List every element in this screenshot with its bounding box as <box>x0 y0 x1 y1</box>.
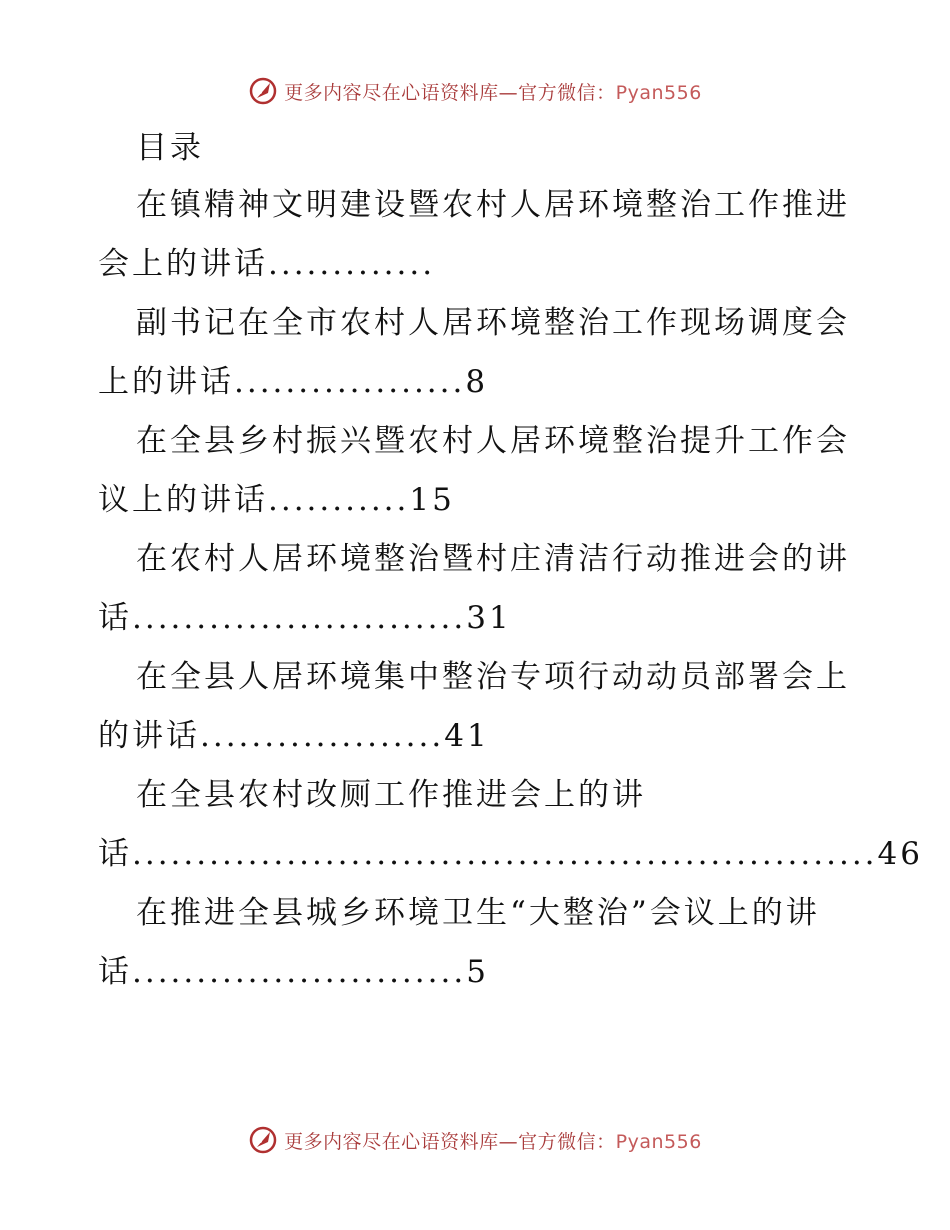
toc-entry-title: 在全县乡村振兴暨农村人居环境整治提升工作会议上的讲话 <box>98 423 850 518</box>
toc-entry-leader: .......................................................... <box>132 836 878 872</box>
toc-entry-page: 41 <box>444 718 490 754</box>
toc-entry-title: 在农村人居环境整治暨村庄清洁行动推进会的讲话 <box>98 541 850 636</box>
toc-entry[interactable] <box>98 884 858 1002</box>
watermark-text <box>284 78 702 105</box>
toc-entry[interactable] <box>98 294 858 412</box>
toc-entry-leader: .................. <box>234 364 466 400</box>
quill-logo-icon <box>248 76 278 106</box>
watermark-text <box>284 1127 702 1154</box>
toc-entry-page: 5 <box>466 954 489 990</box>
footer-watermark <box>0 1120 950 1160</box>
toc-entry-page: 15 <box>409 482 455 518</box>
toc-entry-leader: ................... <box>200 718 445 754</box>
toc-entry-title: 在全县人居环境集中整治专项行动动员部署会上的讲话 <box>98 659 850 754</box>
toc-entry[interactable] <box>98 412 858 530</box>
watermark-label: 更多内容尽在心语资料库—官方微信： <box>284 81 616 104</box>
toc-entry-title: 在全县农村改厕工作推进会上的讲 <box>136 777 646 813</box>
toc-entry[interactable] <box>98 176 858 294</box>
toc-entry[interactable] <box>98 766 858 825</box>
toc-entry-leader: ............. <box>268 246 436 282</box>
toc-entry-title: 副书记在全市农村人居环境整治工作现场调度会上的讲话 <box>98 305 850 400</box>
toc-title: 目录 <box>136 130 204 166</box>
toc-entry-page: 46 <box>877 836 923 872</box>
watermark-label: 更多内容尽在心语资料库—官方微信： <box>284 1130 616 1153</box>
toc-entry[interactable] <box>98 530 858 648</box>
toc-entry-page: 8 <box>465 364 489 400</box>
header-watermark <box>0 71 950 111</box>
toc-entry-leader: .......................... <box>132 954 467 990</box>
toc-entry-leader: ........... <box>268 482 410 518</box>
watermark-wechat-id: Pyan556 <box>615 1130 702 1153</box>
quill-logo-icon <box>248 1125 278 1155</box>
toc-entry-title: 在镇精神文明建设暨农村人居环境整治工作推进会上的讲话 <box>98 187 850 282</box>
toc-entry-leader: .......................... <box>132 600 467 636</box>
toc-entry-title: 在推进全县城乡环境卫生“大整治”会议上的讲话 <box>98 895 820 990</box>
watermark-wechat-id: Pyan556 <box>615 81 702 104</box>
toc-entry-page: 31 <box>466 600 512 636</box>
toc-entry-continuation[interactable] <box>98 825 923 884</box>
toc-entry-title: 话 <box>98 836 132 872</box>
toc-entry[interactable] <box>98 648 858 766</box>
table-of-contents <box>98 120 923 1002</box>
